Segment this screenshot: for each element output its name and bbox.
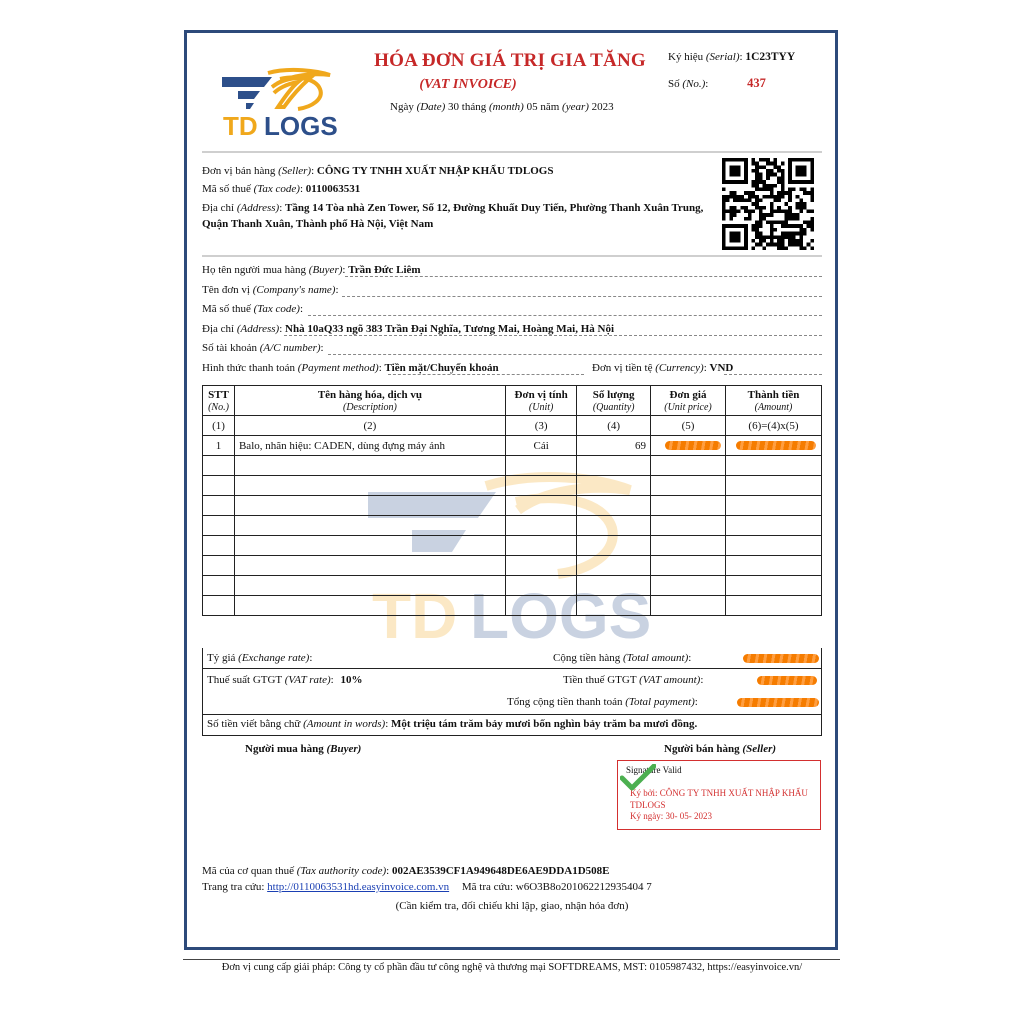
footer-divider [183, 959, 840, 960]
serial-value: 1C23TYY [745, 51, 796, 63]
col-header-unit: Đơn vị tính (Unit) [505, 386, 576, 416]
table-cell: (5) [651, 416, 726, 436]
table-cell: (2) [234, 416, 505, 436]
item-unit-price [651, 436, 726, 456]
divider [202, 255, 822, 257]
table-cell: (1) [203, 416, 235, 436]
table-row [203, 536, 822, 556]
table-row [203, 496, 822, 516]
payment-method-row: Hình thức thanh toán (Payment method): Tiền mặt/Chuyển khoản [202, 362, 499, 374]
redaction-mark [736, 441, 816, 450]
exchange-rate: Tỷ giá (Exchange rate): [207, 652, 313, 664]
table-cell: (6)=(4)x(5) [726, 416, 822, 436]
table-row [203, 556, 822, 576]
seller-signature-label: Người bán hàng (Seller) [664, 743, 777, 755]
item-amount [726, 436, 822, 456]
summary-divider [203, 668, 821, 669]
col-header-quantity: Số lượng (Quantity) [577, 386, 651, 416]
invoice-number: 437 [747, 76, 766, 90]
seller-tax-row: Mã số thuế (Tax code): 0110063531 [202, 183, 361, 195]
buyer-address-row: Địa chỉ (Address): Nhà 10aQ33 ngõ 383 Trần Đại Nghĩa, Tương Mai, Hoàng Mai, Hà Nội [202, 323, 614, 335]
vat-rate: Thuế suất GTGT (VAT rate): 10% [207, 674, 363, 686]
invoice-date: Ngày (Date) 30 tháng (month) 05 năm (year) 2023 [390, 101, 614, 113]
dotted-line [284, 335, 822, 336]
check-note: (Cần kiểm tra, đối chiếu khi lập, giao, nhận hóa đơn) [395, 900, 629, 912]
col-header-stt: STT (No.) [203, 386, 235, 416]
table-row [203, 576, 822, 596]
invoice-title: HÓA ĐƠN GIÁ TRỊ GIA TĂNG [374, 50, 646, 71]
col-header-amount: Thành tiền (Amount) [726, 386, 822, 416]
summary-box [202, 648, 822, 736]
items-table [202, 385, 822, 616]
lookup-link[interactable]: http://0110063531hd.easyinvoice.com.vn [267, 881, 450, 893]
item-unit: Cái [505, 436, 576, 456]
table-header-row [203, 386, 822, 416]
dotted-line [342, 296, 822, 297]
currency-row: Đơn vị tiền tệ (Currency): VND [592, 362, 734, 374]
checkmark-icon [620, 764, 656, 792]
divider [202, 151, 822, 153]
vat-amount-label: Tiền thuế GTGT (VAT amount): [563, 674, 704, 686]
amount-in-words: Số tiền viết bằng chữ (Amount in words): Một triệu tám trăm bảy mươi bốn nghìn bảy trăm ba mươi đồng. [207, 718, 698, 730]
svg-text:LOGS: LOGS [470, 580, 652, 645]
seller-address-row: Địa chỉ (Address): Tầng 14 Tòa nhà Zen Tower, Số 12, Đường Khuất Duy Tiến, Phường Thanh Xuân Trung, [202, 202, 704, 214]
redaction-mark [665, 441, 721, 450]
signed-by: Ký bởi: CÔNG TY TNHH XUẤT NHẬP KHẨU TDLOGS [630, 788, 808, 810]
redaction-mark [757, 676, 817, 685]
table-row [203, 516, 822, 536]
redaction-mark [743, 654, 819, 663]
summary-divider [203, 714, 821, 715]
dotted-line [345, 276, 822, 277]
item-quantity: 69 [577, 436, 651, 456]
invoice-subtitle: (VAT INVOICE) [419, 77, 517, 92]
buyer-company-row: Tên đơn vị (Company's name): [202, 284, 339, 296]
number-field: Số (No.): 437 [668, 76, 766, 90]
dotted-line [328, 354, 822, 355]
col-header-description: Tên hàng hóa, dịch vụ (Description) [234, 386, 505, 416]
signature-valid-text: Signature Valid [626, 765, 682, 775]
svg-text:TD: TD [372, 580, 458, 645]
table-cell: (4) [577, 416, 651, 436]
buyer-account-row: Số tài khoản (A/C number): [202, 342, 324, 354]
table-row [203, 456, 822, 476]
lookup-code: w6O3B8o201062212935404 7 [515, 881, 652, 893]
total-payment-label: Tổng cộng tiền thanh toán (Total payment): [507, 696, 698, 708]
serial-field: Ký hiệu (Serial): 1C23TYY [668, 51, 796, 63]
buyer-signature-label: Người mua hàng (Buyer) [245, 743, 362, 755]
table-index-row [203, 416, 822, 436]
dotted-line [388, 374, 584, 375]
redaction-mark [737, 698, 819, 707]
signed-date: Ký ngày: 30- 05- 2023 [630, 811, 712, 821]
table-row [203, 596, 822, 616]
seller-address-row-2: Quận Thanh Xuân, Thành phố Hà Nội, Việt Nam [202, 218, 434, 230]
dotted-line [724, 374, 822, 375]
lookup-row: Trang tra cứu: http://0110063531hd.easyinvoice.com.vn Mã tra cứu: w6O3B8o201062212935404 7 [202, 881, 652, 893]
logo-text-td: TD [223, 111, 258, 140]
item-stt: 1 [203, 436, 235, 456]
tdlogs-logo [220, 65, 340, 140]
item-description: Balo, nhãn hiệu: CADEN, dùng đựng máy ảnh [234, 436, 505, 456]
dotted-line [308, 315, 822, 316]
table-row [203, 476, 822, 496]
logo-text-logs: LOGS [264, 111, 338, 140]
seller-name-row: Đơn vị bán hàng (Seller): CÔNG TY TNHH XUẤT NHẬP KHẨU TDLOGS [202, 165, 554, 177]
col-header-unit-price: Đơn giá (Unit price) [651, 386, 726, 416]
table-row [203, 436, 822, 456]
buyer-tax-row: Mã số thuế (Tax code): [202, 303, 304, 315]
tax-authority-code: Mã của cơ quan thuế (Tax authority code): 002AE3539CF1A949648DE6AE9DDA1D508E [202, 865, 610, 877]
buyer-name-row: Họ tên người mua hàng (Buyer): Trần Đức Liêm [202, 264, 421, 276]
qr-code [722, 158, 814, 250]
footer-text: Đơn vị cung cấp giải pháp: Công ty cổ phần đầu tư công nghệ và thương mại SOFTDREAMS, MST: 0105987432, https://easyinvoice.vn/ [221, 962, 803, 973]
total-amount-label: Cộng tiền hàng (Total amount): [553, 652, 692, 664]
table-cell: (3) [505, 416, 576, 436]
